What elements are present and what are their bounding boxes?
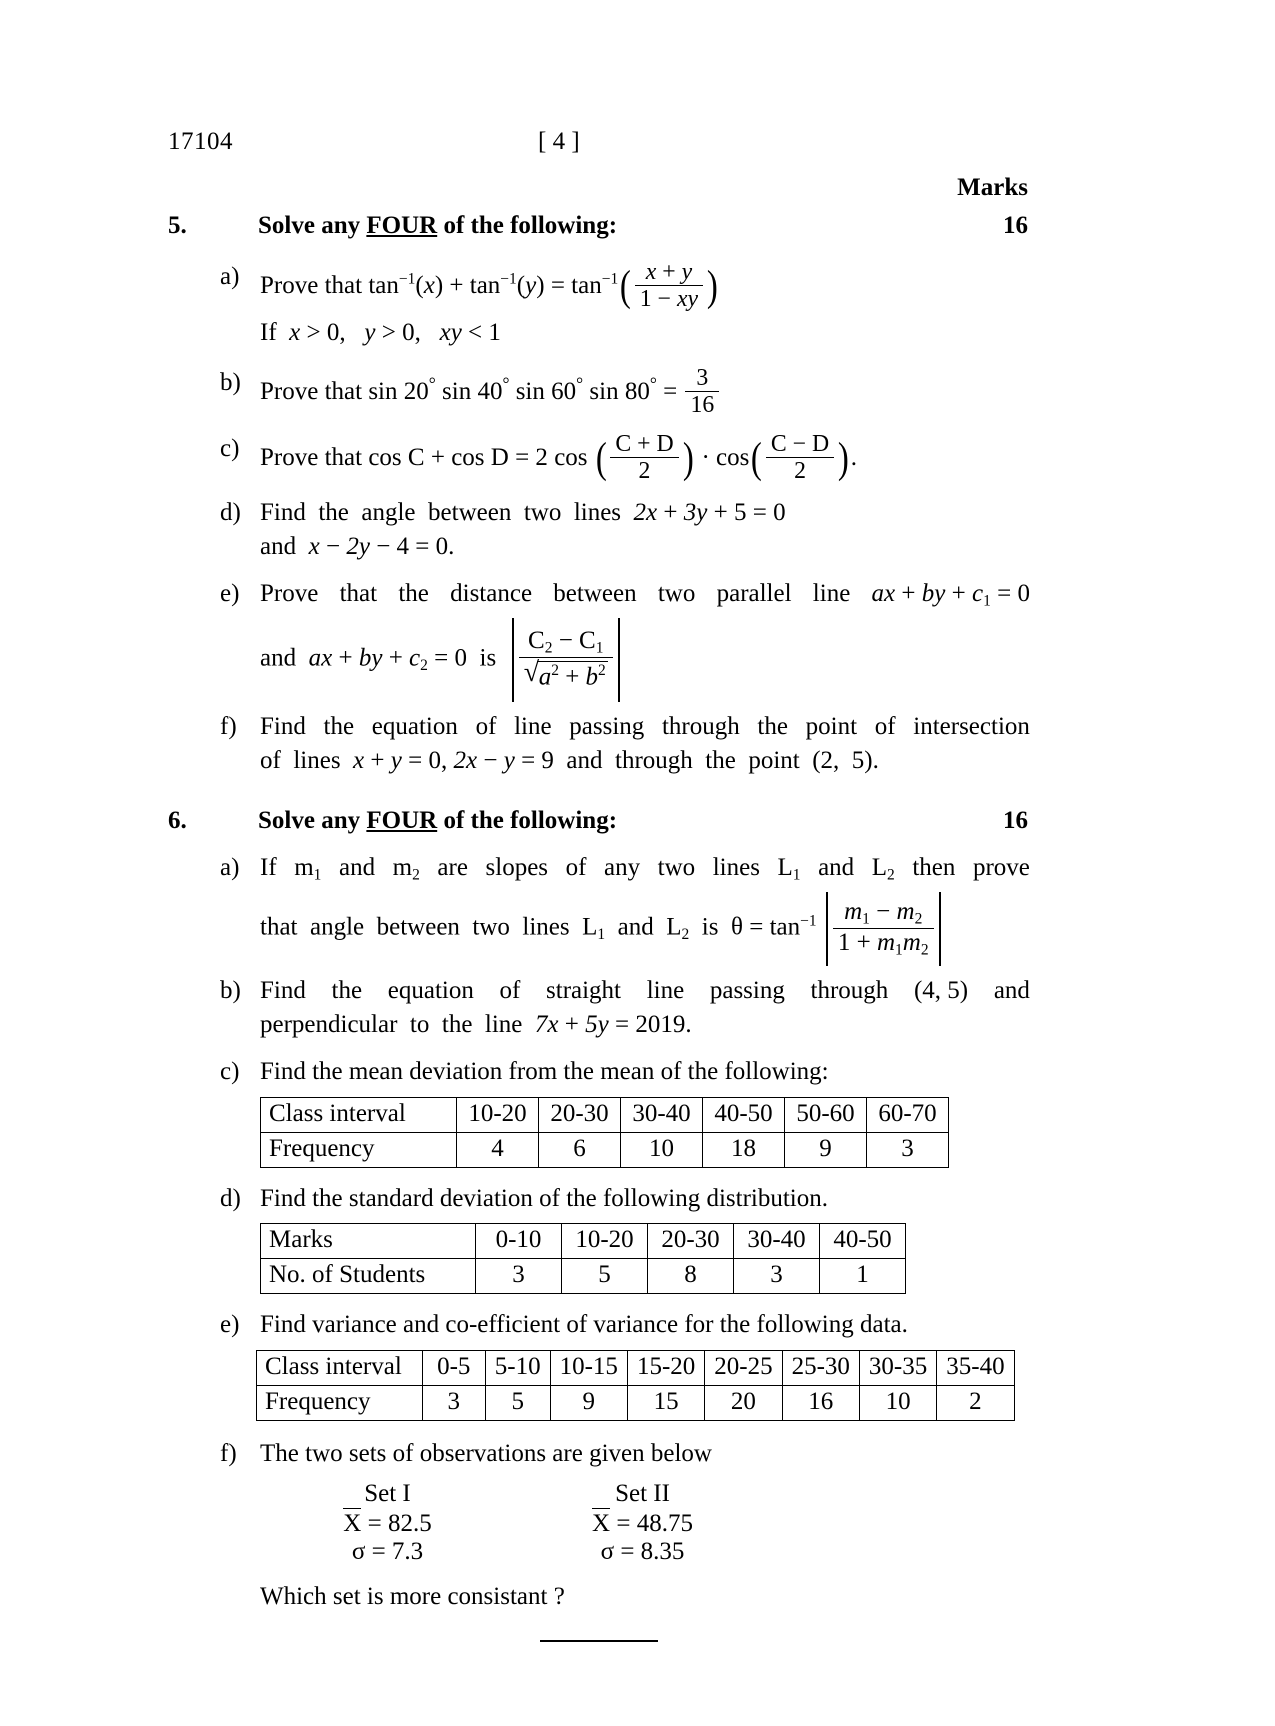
- set-2-sigma-symbol: σ: [600, 1538, 615, 1566]
- set-1-sigma: [260, 1538, 515, 1566]
- mean-deviation-table-wrap: [168, 1097, 1030, 1168]
- table-row: [261, 1132, 949, 1167]
- item-6e-line-1: Find variance and co-efficient of variance for the following data.: [260, 1311, 908, 1339]
- variance-table: [256, 1350, 1015, 1421]
- item-label-6b: b): [220, 977, 241, 1005]
- cell: 30-35: [859, 1350, 936, 1385]
- question-6-number: 6.: [168, 807, 187, 835]
- question-5-item-a: [168, 260, 1030, 350]
- item-5a-text: Prove that: [260, 271, 369, 299]
- item-5e-line-1: Prove that the distance between two parallel line ax + by + $c_1 = 0$: [260, 580, 1030, 610]
- page-number: [ 4 ]: [538, 128, 580, 155]
- cell: 10: [859, 1385, 936, 1420]
- cell: 35-40: [937, 1350, 1014, 1385]
- set-2-mean: [515, 1508, 770, 1538]
- set-1-mean: [260, 1508, 515, 1538]
- question-6-heading: [168, 807, 1030, 841]
- cell: 40-50: [820, 1224, 906, 1259]
- table-row: [257, 1385, 1015, 1420]
- standard-deviation-table: [260, 1223, 906, 1294]
- question-5: [168, 212, 1030, 777]
- marks-column-label: Marks: [957, 174, 1028, 201]
- item-5d-line-1: Find the angle between two lines 2x + 3y + 5 = 0: [260, 499, 786, 527]
- question-6-item-f: [168, 1437, 1030, 1471]
- item-6d-line-1: Find the standard deviation of the following distribution.: [260, 1184, 828, 1212]
- question-6-title: [258, 807, 617, 835]
- cell: 5: [562, 1259, 648, 1294]
- variance-table-wrap: [168, 1350, 1030, 1421]
- item-5e-line-2: and ax + by + $c_2 = 0$ is $C_2 - C_1$ √ $a^2 + b^2$: [260, 618, 1030, 702]
- table-row: [261, 1224, 906, 1259]
- observation-sets: [168, 1480, 1030, 1566]
- cell: 5: [485, 1385, 550, 1420]
- set-2-sigma: [515, 1538, 770, 1566]
- item-label-5f: f): [220, 713, 237, 741]
- cell: 30-40: [734, 1224, 820, 1259]
- set-2-title: Set II: [615, 1480, 670, 1508]
- question-6-item-c: [168, 1055, 1030, 1089]
- page-content: [168, 128, 1030, 1642]
- item-label-6c: c): [220, 1058, 240, 1086]
- cell: 30-40: [621, 1097, 703, 1132]
- observation-set-1: [260, 1480, 515, 1566]
- cell: 0-10: [476, 1224, 562, 1259]
- set-1-sigma-symbol: σ: [351, 1538, 366, 1566]
- cell: 10: [621, 1132, 703, 1167]
- cell: 2: [937, 1385, 1014, 1420]
- row-label: Frequency: [257, 1385, 423, 1420]
- set-2-sigma-value: = 8.35: [620, 1538, 685, 1566]
- standard-deviation-table-wrap: [168, 1223, 1030, 1294]
- cell: 0-5: [422, 1350, 485, 1385]
- table-row: [257, 1350, 1015, 1385]
- table-row: [261, 1097, 949, 1132]
- paper-code: 17104: [168, 128, 233, 155]
- item-label-6a: a): [220, 854, 240, 882]
- set-1-mean-value: = 82.5: [367, 1510, 432, 1538]
- cell: 15: [627, 1385, 704, 1420]
- set-1-mean-symbol: X: [343, 1510, 362, 1538]
- question-5-item-f: [168, 710, 1030, 777]
- item-label-5b: b): [220, 368, 241, 396]
- cell: 5-10: [485, 1350, 550, 1385]
- item-6b-line-1: Find the equation of straight line passing through (4, 5) and: [260, 977, 1030, 1005]
- item-5f-line-1: Find the equation of line passing through the point of intersection: [260, 713, 1030, 741]
- item-5a-line-1: Prove that $\tan^{-1}(x) + \tan^{-1}(y) = \tan^{-1}$( $\frac{x + y}{1 - xy}$ ): [260, 258, 718, 313]
- question-6-item-d: [168, 1182, 1030, 1216]
- item-label-5a: a): [220, 263, 240, 290]
- item-5c-text: Prove that: [260, 443, 369, 471]
- cell: 40-50: [703, 1097, 785, 1132]
- set-2-mean-value: = 48.75: [616, 1510, 693, 1538]
- question-6-item-f-closing: [168, 1580, 1030, 1614]
- set-2-mean-symbol: X: [592, 1510, 611, 1538]
- item-label-5e: e): [220, 580, 240, 608]
- cell: 6: [539, 1132, 621, 1167]
- item-6c-line-1: Find the mean deviation from the mean of the following:: [260, 1058, 829, 1086]
- cell: 20: [705, 1385, 782, 1420]
- cell: 3: [867, 1132, 949, 1167]
- cell: 18: [703, 1132, 785, 1167]
- question-5-item-d: [168, 496, 1030, 563]
- item-label-5d: d): [220, 499, 241, 527]
- row-label: Marks: [261, 1224, 476, 1259]
- question-6-item-b: [168, 974, 1030, 1041]
- item-label-6e: e): [220, 1311, 240, 1339]
- question-6-item-e: [168, 1308, 1030, 1342]
- end-of-paper-rule: [540, 1640, 658, 1642]
- question-5-item-b: [168, 366, 1030, 420]
- cell: 10-15: [550, 1350, 627, 1385]
- observation-sets-row: [260, 1480, 1030, 1566]
- item-label-6d: d): [220, 1184, 241, 1212]
- table-row: [261, 1259, 906, 1294]
- question-6: [168, 807, 1030, 1642]
- question-6-marks: 16: [1003, 807, 1028, 835]
- item-6a-line-1: If $m_1$ and $m_2$ are slopes of any two lines $L_1$ and $L_2$ then prove: [260, 854, 1030, 884]
- item-6a-line-2: that angle between two lines $L_1$ and $L_2$ is $\theta = \tan^{-1}$ $\frac{m_1 - m_2}{1 + m_1m_2}$: [260, 892, 1030, 966]
- cell: 10-20: [562, 1224, 648, 1259]
- q5-title-four: FOUR: [366, 212, 438, 239]
- set-1-title: Set I: [364, 1480, 411, 1508]
- question-5-marks: 16: [1003, 212, 1028, 239]
- cell: 10-20: [457, 1097, 539, 1132]
- cell: 60-70: [867, 1097, 949, 1132]
- cell: 3: [734, 1259, 820, 1294]
- item-6b-line-2: perpendicular to the line 7x + 5y = 2019.: [260, 1010, 692, 1038]
- item-5d-line-2: and x − 2y − 4 = 0.: [260, 532, 455, 560]
- mean-deviation-table: [260, 1097, 949, 1168]
- cell: 3: [422, 1385, 485, 1420]
- item-label-5c: c): [220, 434, 240, 462]
- cell: 20-30: [648, 1224, 734, 1259]
- q5-title-pre: Solve any: [258, 212, 367, 239]
- q5-title-post: of the following:: [437, 212, 618, 239]
- observation-set-2: [515, 1480, 770, 1566]
- item-5c-line-1: Prove that cos C + cos D = 2 cos ( $\frac{C + D}{2}$ ) · cos( $\frac{C - D}{2}$ ).: [260, 430, 858, 485]
- q6-title-four: FOUR: [366, 807, 438, 835]
- item-6f-line-1: The two sets of observations are given below: [260, 1439, 712, 1467]
- q6-title-post: of the following:: [437, 807, 618, 835]
- question-5-heading: [168, 212, 1030, 246]
- cell: 4: [457, 1132, 539, 1167]
- cell: 50-60: [785, 1097, 867, 1132]
- cell: 16: [782, 1385, 859, 1420]
- cell: 9: [785, 1132, 867, 1167]
- item-5f-line-2: of lines x + y = 0, 2x − y = 9 and through the point (2, 5).: [260, 746, 879, 774]
- item-5a-line-2: If x > 0, y > 0, xy < 1: [260, 319, 501, 347]
- question-5-item-e: [168, 577, 1030, 702]
- cell: 20-25: [705, 1350, 782, 1385]
- cell: 1: [820, 1259, 906, 1294]
- cell: 15-20: [627, 1350, 704, 1385]
- cell: 25-30: [782, 1350, 859, 1385]
- cell: 8: [648, 1259, 734, 1294]
- page-header: [168, 128, 1030, 162]
- question-5-title: [258, 212, 617, 240]
- q6-title-pre: Solve any: [258, 807, 367, 835]
- question-5-number: 5.: [168, 212, 187, 239]
- item-label-6f: f): [220, 1439, 237, 1467]
- row-label: Class interval: [261, 1097, 457, 1132]
- item-5b-text: Prove that: [260, 377, 369, 405]
- question-6-item-a: [168, 851, 1030, 966]
- cell: 9: [550, 1385, 627, 1420]
- item-6f-closing-line: Which set is more consistant ?: [260, 1583, 565, 1611]
- cell: 20-30: [539, 1097, 621, 1132]
- set-1-sigma-value: = 7.3: [371, 1538, 424, 1566]
- question-5-item-c: [168, 432, 1030, 486]
- row-label: No. of Students: [261, 1259, 476, 1294]
- item-5b-line-1: Prove that sin 20° sin 40° sin 60° sin 80° = $\frac{3}{16}$: [260, 366, 1030, 420]
- row-label: Frequency: [261, 1132, 457, 1167]
- row-label: Class interval: [257, 1350, 423, 1385]
- cell: 3: [476, 1259, 562, 1294]
